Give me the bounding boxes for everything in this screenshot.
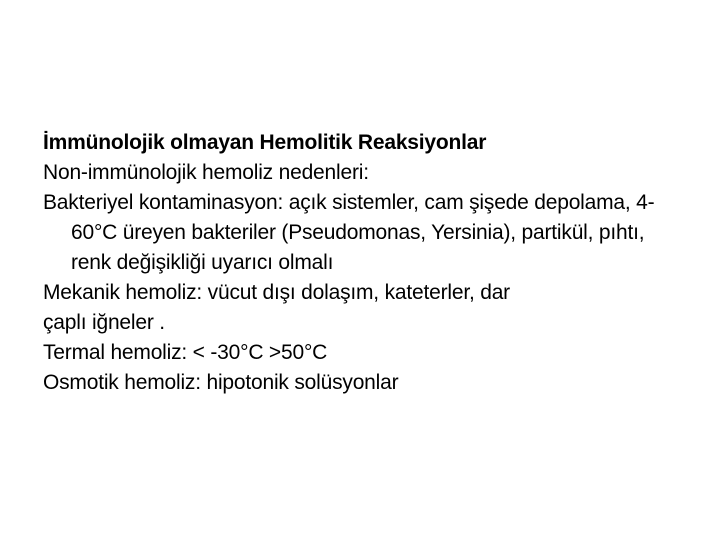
slide-title: İmmünolojik olmayan Hemolitik Reaksiyonlar xyxy=(43,131,487,154)
text-line-osmotic: Osmotik hemoliz: hipotonik solüsyonlar xyxy=(43,371,399,394)
text-line-nonimmune: Non-immünolojik hemoliz nedenleri: xyxy=(43,161,369,184)
text-line-mechanical: Mekanik hemoliz: vücut dışı dolaşım, kateterler, dar xyxy=(43,281,510,304)
text-line-mechanical-cont: çaplı iğneler . xyxy=(43,311,165,334)
slide-body xyxy=(43,128,693,398)
text-line-bacterial: Bakteriyel kontaminasyon: açık sistemler, cam şişede depolama, 4-60°C üreyen bakteriler (Pseudomonas, Yersinia), partikül, pıhtı, renk değişikliği uyarıcı olmalı xyxy=(43,191,655,274)
text-line-thermal: Termal hemoliz: < -30°C >50°C xyxy=(43,341,328,364)
